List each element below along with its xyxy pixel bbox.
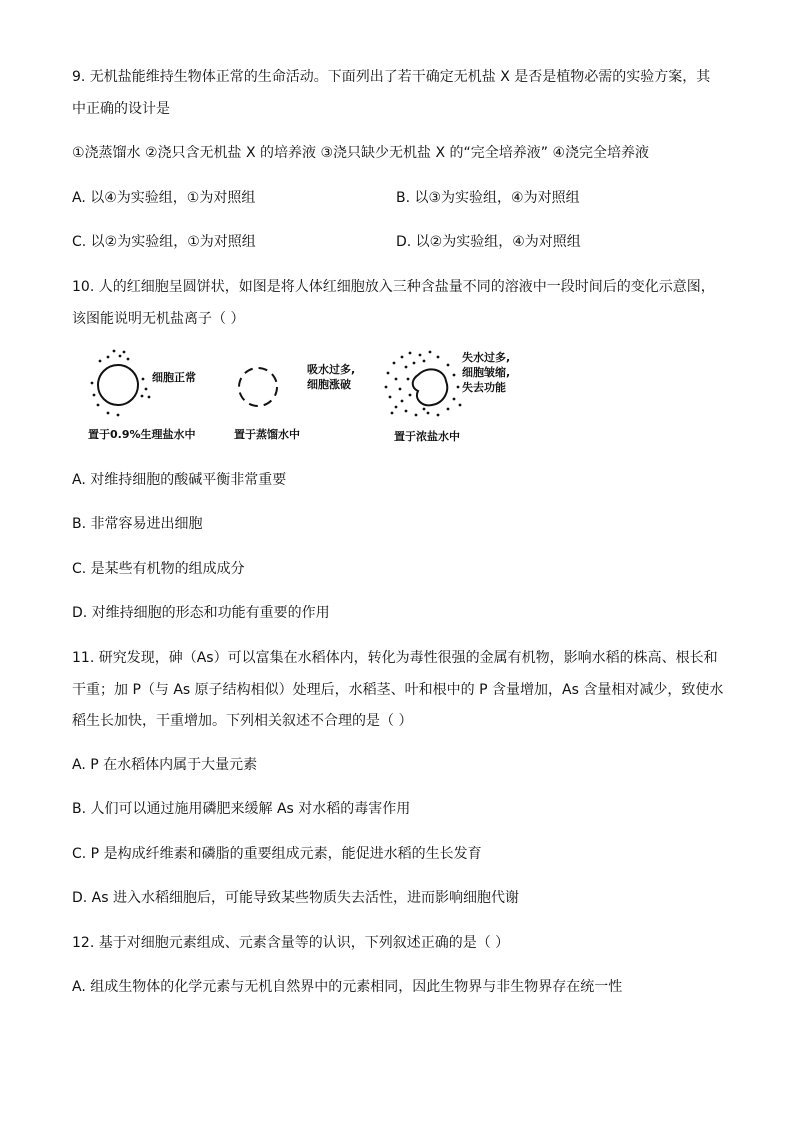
red-blood-cell-figure — [88, 343, 538, 448]
q10-option-c: C. 是某些有机物的组成成分 — [72, 561, 245, 577]
cell3-note-line3: 失去功能 — [462, 381, 506, 394]
q11-option-c: C. P 是构成纤维素和磷脂的重要组成元素，能促进水稻的生长发育 — [72, 846, 482, 862]
q10-option-d: D. 对维持细胞的形态和功能有重要的作用 — [72, 605, 330, 621]
cell2-note-line1: 吸水过多, — [307, 363, 356, 376]
cell3-note-line2: 细胞皱缩, — [462, 366, 511, 379]
q11-option-a: A. P 在水稻体内属于大量元素 — [72, 757, 258, 773]
cell1-note: 细胞正常 — [152, 371, 196, 384]
q11-stem-line3: 稻生长加快，干重增加。下列相关叙述不合理的是（ ） — [72, 713, 413, 729]
q9-option-c: C. 以②为实验组，①为对照组 — [72, 234, 256, 250]
normal-cell — [91, 350, 151, 417]
cell3-note-line1: 失水过多, — [462, 351, 511, 364]
q10-option-a: A. 对维持细胞的酸碱平衡非常重要 — [72, 472, 287, 488]
q11-option-b: B. 人们可以通过施用磷肥来缓解 As 对水稻的毒害作用 — [72, 801, 411, 817]
burst-cell — [239, 368, 277, 406]
q11-stem-line1: 11. 研究发现，砷（As）可以富集在水稻体内，转化为毒性很强的金属有机物，影响水稻的株高、根长和 — [72, 650, 718, 666]
q9-option-a: A. 以④为实验组，①为对照组 — [72, 190, 256, 206]
q9-stem-line1: 9. 无机盐能维持生物体正常的生命活动。下面列出了若干确定无机盐 X 是否是植物必需的实验方案，其 — [72, 69, 711, 85]
q12-option-a: A. 组成生物体的化学元素与无机自然界中的元素相同，因此生物界与非生物界存在统一性 — [72, 979, 623, 995]
q10-stem-line2: 该图能说明无机盐离子（ ） — [72, 311, 245, 327]
q11-option-d: D. As 进入水稻细胞后，可能导致某些物质失去活性，进而影响细胞代谢 — [72, 890, 520, 906]
q9-option-b: B. 以③为实验组，④为对照组 — [396, 190, 580, 206]
q11-stem-line2: 干重；加 P（与 As 原子结构相似）处理后，水稻茎、叶和根中的 P 含量增加，As 含量相对减少，致使水 — [72, 682, 724, 698]
q10-stem-line1: 10. 人的红细胞呈圆饼状，如图是将人体红细胞放入三种含盐量不同的溶液中一段时间后的变化示意图， — [72, 279, 715, 295]
cell2-caption: 置于蒸馏水中 — [234, 428, 300, 441]
q10-option-b: B. 非常容易进出细胞 — [72, 516, 203, 532]
q12-stem-line1: 12. 基于对细胞元素组成、元素含量等的认识，下列叙述正确的是（ ） — [72, 935, 510, 951]
cell1-caption: 置于0.9%生理盐水中 — [88, 428, 196, 441]
cell3-caption: 置于浓盐水中 — [394, 430, 460, 443]
q9-items: ①浇蒸馏水 ②浇只含无机盐 X 的培养液 ③浇只缺少无机盐 X 的“完全培养液” ④浇完全培养液 — [72, 145, 650, 161]
q9-option-d: D. 以②为实验组，④为对照组 — [396, 234, 581, 250]
cell2-note-line2: 细胞涨破 — [307, 378, 351, 391]
q9-stem-line2: 中正确的设计是 — [72, 101, 170, 117]
shrunken-cell — [385, 351, 462, 417]
